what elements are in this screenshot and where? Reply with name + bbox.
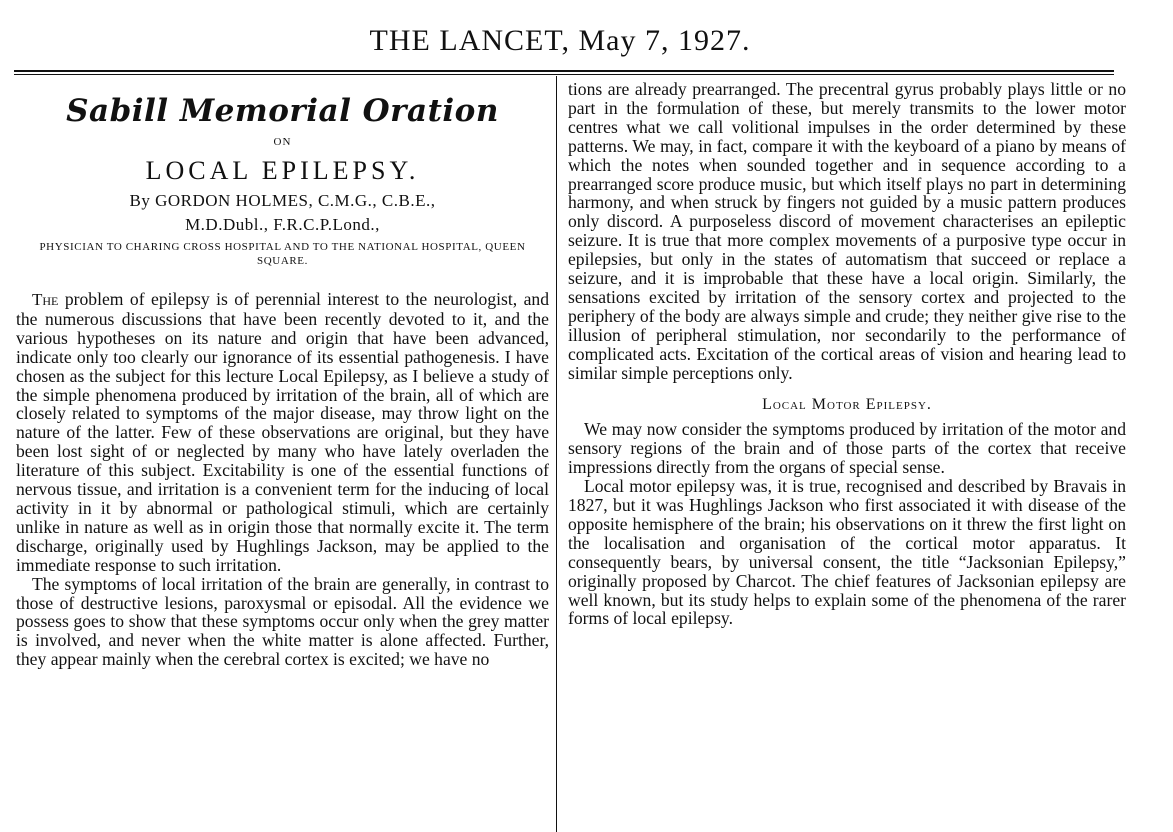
right-column (568, 80, 1126, 628)
paragraph-text: problem of epilepsy is of perennial interest to the neurologist, and the numerous discussions that have been recently devoted to it, and the various hypotheses on its nature and origin that have been advanced, indicate only too clearly our ignorance of its essential pathogenesis. I have chosen as the subject for this lecture Local Epilepsy, as I believe a study of the simple phenomena produced by irritation of the brain, all of which are closely related to symptoms of the major disease, may throw light on the nature of the latter. Few of these observations are original, but they have been lost sight of or neglected by many who have lately overladen the literature of this subject. Excitability is one of the essential functions of nervous tissue, and irritation is a convenient term for the inducing of local activity in it by abnormal or pathological stimuli, which are certainly unlike in nature as well as in origin those that normally excite it. The term discharge, originally used by Hughlings Jackson, may be applied to the immediate response to such irritation. (16, 289, 549, 575)
paragraph (16, 290, 549, 575)
paragraph: The symptoms of local irritation of the brain are generally, in contrast to those of destructive lesions, paroxysmal or episodal. All the evidence we possess goes to show that these symptoms occur only when the grey matter is involved, and never when the white matter is alone affected. Further, they appear mainly when the cerebral cortex is excited; we have no (16, 573, 549, 670)
lead-word: The (32, 290, 59, 309)
on-word: ON (273, 136, 292, 148)
paragraph: Local motor epilepsy was, it is true, recognised and described by Bravais in 1827, but it was Hughlings Jackson who first associated it with disease of the opposite hemisphere of the brain; his observations on it threw the first light on the localisation and organisation of the cortical motor apparatus. It consequently bears, by universal consent, the title “Jacksonian Epilepsy,” originally proposed by Charcot. The chief features of Jacksonian epilepsy are well known, but its study helps to explain some of the phenomena of the rarer forms of local epilepsy. (568, 476, 1126, 629)
left-column (16, 90, 549, 669)
column-divider (556, 76, 557, 832)
section-heading: Local Motor Epilepsy. (762, 395, 932, 413)
right-body-text (568, 80, 1126, 628)
journal-masthead-title: THE LANCET, May 7, 1927. (369, 24, 751, 57)
paragraph: tions are already prearranged. The precentral gyrus probably plays little or no part in the formulation of these, but merely transmits to the lower motor centres what we call volitional impulses in the order determined by these patterns. We may, in fact, compare it with the keyboard of a piano by means of which the notes when sounded together and in sequence according to a prearranged score produce music, but which itself plays no part in determining harmony, and when struck by fingers not guided by a music pattern produces only discord. A purposeless discord of movement characterises an epileptic seizure. It is true that more complex movements of a purposive type occur in epilepsies, but only in the states of automatism that succeed or replace a seizure, and it is improbable that these have a local origin. Similarly, the sensations excited by irritation of the sensory cortex and projected to the periphery of the body are always simple and crude; they neither give rise to the illusion of peripheral stimulation, nor secondarily to the performance of complicated acts. Excitation of the cortical areas of vision and hearing lead to similar simple perceptions only. (568, 79, 1126, 383)
lecture-title: LOCAL EPILEPSY. (145, 156, 420, 185)
header-rule-thick (14, 70, 1114, 72)
masthead (0, 0, 1173, 62)
header-rule-thin (14, 74, 1114, 75)
oration-title: Sabill Memorial Oration (66, 93, 499, 129)
author-line: By GORDON HOLMES, C.M.G., C.B.E., (129, 191, 436, 210)
left-body-text (16, 290, 549, 669)
paragraph: We may now consider the symptoms produced by irritation of the motor and sensory regions of the brain and of those parts of the cortex that receive impressions directly from the organs of special sense. (568, 419, 1126, 478)
author-degrees: M.D.Dubl., F.R.C.P.Lond., (185, 215, 380, 234)
author-affiliation: PHYSICIAN TO CHARING CROSS HOSPITAL AND TO THE NATIONAL HOSPITAL, QUEEN SQUARE. (39, 241, 526, 267)
